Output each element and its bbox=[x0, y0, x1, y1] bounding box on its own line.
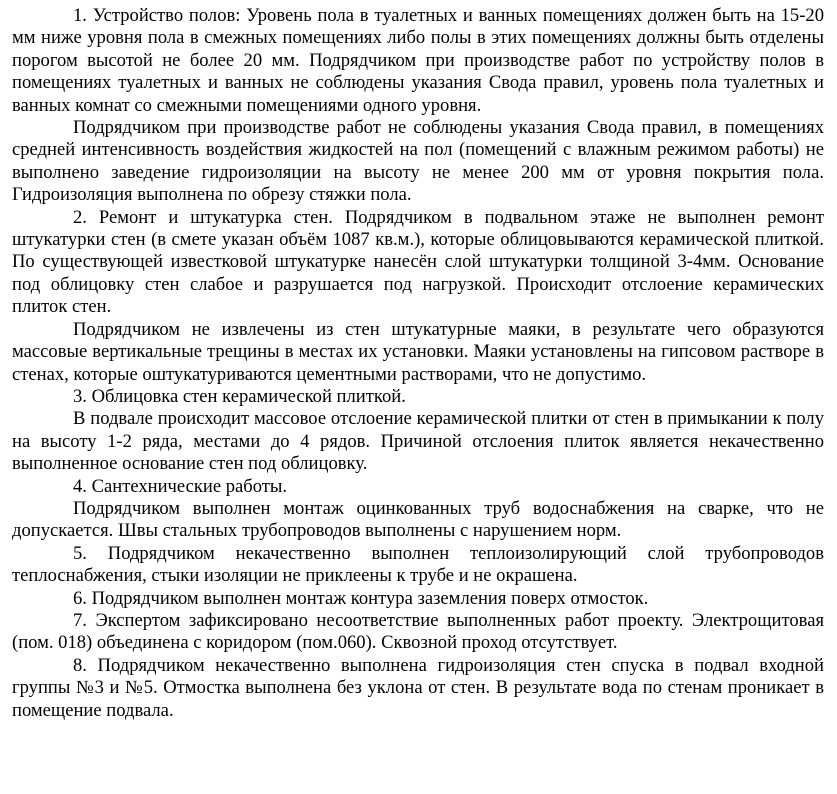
paragraph-thermal-insulation: 5. Подрядчиком некачественно выполнен теплоизолирующий слой трубопроводов теплоснабжения, стыки изоляции не приклеены к трубе и не окрашена. bbox=[12, 542, 824, 587]
paragraph-water-pipes: Подрядчиком выполнен монтаж оцинкованных труб водоснабжения на сварке, что не допускается. Швы стальных трубопроводов выполнены с нарушением норм. bbox=[12, 497, 824, 542]
paragraph-waterproofing: Подрядчиком при производстве работ не соблюдены указания Свода правил, в помещениях средней интенсивность воздействия жидкостей на пол (помещений с влажным режимом работы) не выполнено заведение гидроизоляции на высоту не менее 200 мм от уровня покрытия пола. Гидроизоляция выполнена по обрезу стяжки пола. bbox=[12, 117, 824, 206]
paragraph-plaster-beacons: Подрядчиком не извлечены из стен штукатурные маяки, в результате чего образуются массовые вертикальные трещины в местах их установки. Маяки установлены на гипсовом растворе в стенах, которые оштукатуриваются цементными растворами, что не допустимо. bbox=[12, 318, 824, 385]
paragraph-basement-waterproofing: 8. Подрядчиком некачественно выполнена гидроизоляция стен спуска в подвал входной группы №3 и №5. Отмостка выполнена без уклона от стен. В результате вода по стенам проникает в помещение подвала. bbox=[12, 654, 824, 721]
paragraph-tile-delamination: В подвале происходит массовое отслоение керамической плитки от стен в примыкании к полу на высоту 1-2 ряда, местами до 4 рядов. Причиной отслоения плиток является некачественно выполненное основание стен под облицовку. bbox=[12, 408, 824, 475]
heading-plumbing: 4. Сантехнические работы. bbox=[73, 475, 288, 497]
heading-tile-cladding: 3. Облицовка стен керамической плиткой. bbox=[73, 385, 406, 407]
paragraph-grounding: 6. Подрядчиком выполнен монтаж контура заземления поверх отмосток. bbox=[73, 587, 649, 609]
paragraph-project-mismatch: 7. Экспертом зафиксировано несоответствие выполненных работ проекту. Электрощитовая (пом. 018) объединена с коридором (пом.060). Сквозной проход отсутствует. bbox=[12, 609, 824, 654]
paragraph-floors: 1. Устройство полов: Уровень пола в туалетных и ванных помещениях должен быть на 15-20 мм ниже уровня пола в смежных помещениях либо полы в этих помещениях должны быть отделены порогом высотой не более 20 мм. Подрядчиком при производстве работ по устройству полов в помещениях туалетных и ванных не соблюдены указания Свода правил, уровень пола туалетных и ванных комнат со смежными помещениями одного уровня. bbox=[12, 5, 824, 116]
paragraph-plaster-repair: 2. Ремонт и штукатурка стен. Подрядчиком в подвальном этаже не выполнен ремонт штукатурки стен (в смете указан объём 1087 кв.м.), которые облицовываются керамической плиткой. По существующей известковой штукатурке нанесён слой штукатурки толщиной 3-4мм. Основание под облицовку стен слабое и разрушается под нагрузкой. Происходит отслоение керамических плиток стен. bbox=[12, 206, 824, 318]
